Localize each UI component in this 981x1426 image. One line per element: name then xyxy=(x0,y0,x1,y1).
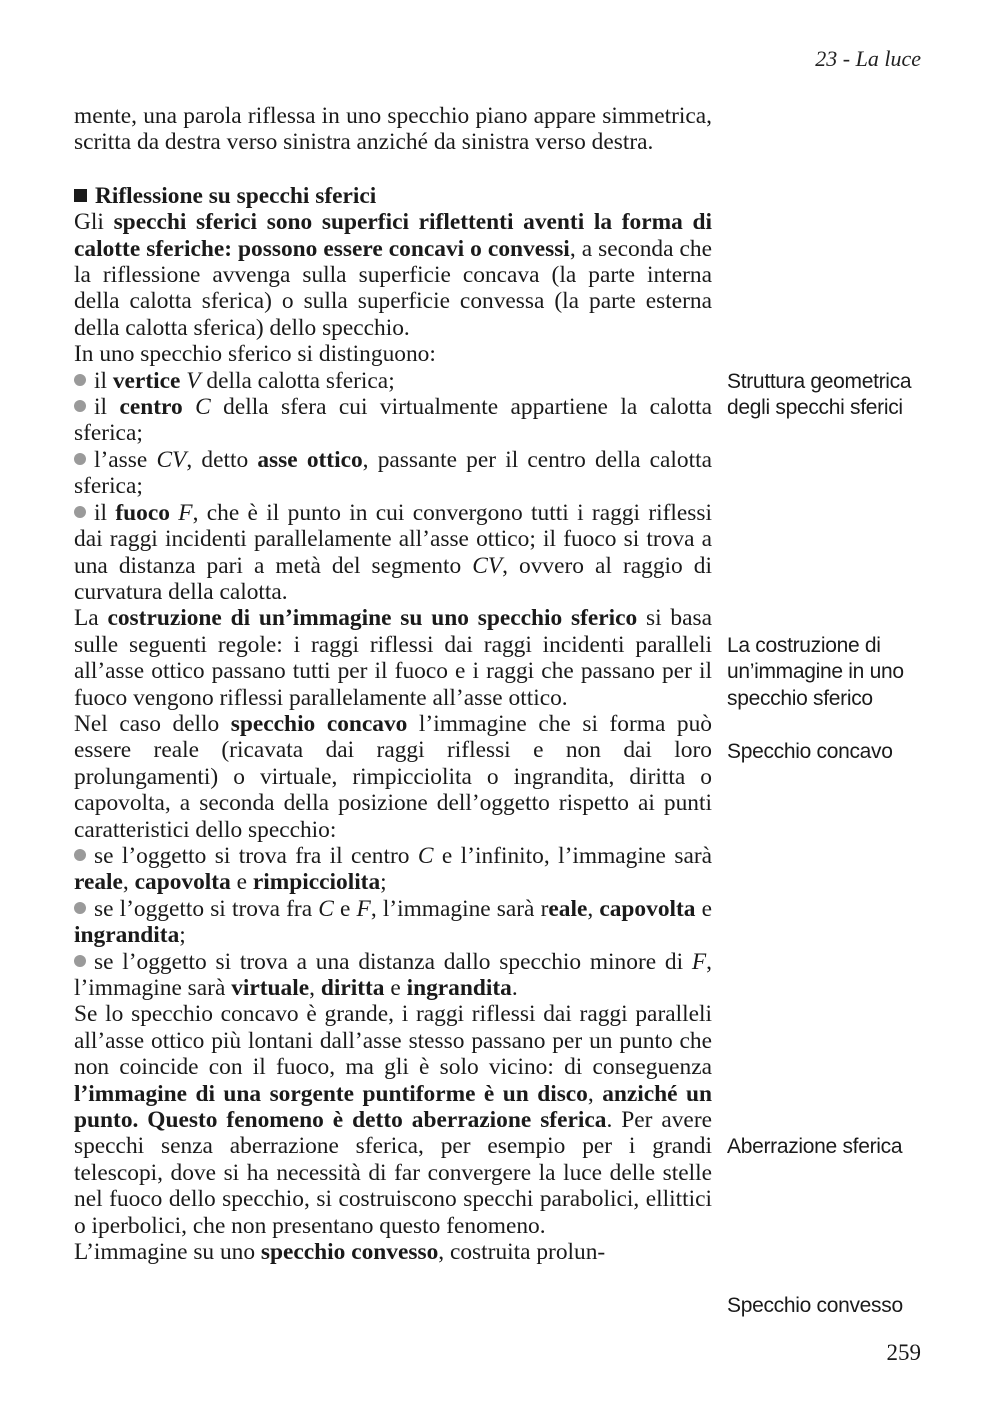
paragraph-concavo: Nel caso dello specchio concavo l’immagine che si forma può essere reale (ricavata dai raggi riflessi e non dai loro prolungamenti) o virtuale, rimpicciolita o ingrandita, diritta o capovolta, a seconda della posizione dell’oggetto rispetto ai punti caratteristici dello specchio: xyxy=(74,710,712,843)
round-bullet-icon xyxy=(74,506,86,518)
list-item: il centro C della sfera cui virtualmente appartiene la calotta sferica; xyxy=(74,394,712,447)
main-text-column xyxy=(74,103,712,1265)
round-bullet-icon xyxy=(74,374,86,386)
running-header: 23 - La luce xyxy=(815,46,921,71)
list-item: l’asse CV, detto asse ottico, passante per il centro della calotta sferica; xyxy=(74,446,712,500)
list-item: se l’oggetto si trova fra C e F, l’immagine sarà reale, capovolta e ingrandita; xyxy=(74,895,713,949)
page-number: 259 xyxy=(886,1340,921,1365)
square-bullet-icon xyxy=(74,189,87,202)
paragraph-specchi-sferici: Gli specchi sferici sono superfici riflettenti aventi la forma di calotte sferiche: possono essere concavi o convessi, a seconda che la riflessione avvenga sulla superficie concava (la parte interna della calotta sferica) o sulla superficie convessa (la parte esterna della calotta sferica) dello specchio. xyxy=(74,209,712,341)
paragraph-costruzione: La costruzione di un’immagine su uno specchio sferico si basa sulle seguenti regole: i raggi riflessi dai raggi incidenti paralleli all’asse ottico passano tutti per il fuoco e i raggi che passano per il fuoco vengono riflessi parallelamente all’asse ottico. xyxy=(74,605,712,711)
list-item: il fuoco F, che è il punto in cui convergono tutti i raggi riflessi dai raggi incidenti parallelamente all’asse ottico; il fuoco si trova a una distanza pari a metà del segmento CV, ovvero al raggio di curvatura della calotta. xyxy=(74,499,712,605)
round-bullet-icon xyxy=(74,902,86,914)
round-bullet-icon xyxy=(74,400,86,412)
margin-note-concavo: Specchio concavo xyxy=(727,740,893,763)
margin-note-struttura: Struttura geometrica degli specchi sferici xyxy=(727,370,912,420)
margin-note-convesso: Specchio convesso xyxy=(727,1294,903,1317)
margin-note-aberrazione: Aberrazione sferica xyxy=(727,1135,903,1158)
round-bullet-icon xyxy=(74,955,86,967)
intro-paragraph: mente, una parola riflessa in uno specchio piano appare simmetrica, scritta da destra verso sinistra anziché da sinistra verso destra. xyxy=(74,103,712,156)
paragraph-aberrazione: Se lo specchio concavo è grande, i raggi riflessi dai raggi paralleli all’asse ottico più lontani dall’asse stesso passano per un punto che non coincide con il fuoco, ma gli è solo vicino: di conseguenza l’immagine di una sorgente puntiforme è un disco, anziché un punto. Questo fenomeno è detto aberrazione sferica. Per avere specchi senza aberrazione sferica, per esempio per i grandi telescopi, dove si ha necessità di far convergere la luce delle stelle nel fuoco dello specchio, si costruiscono specchi parabolici, ellittici o iperbolici, che non presentano questo fenomeno. xyxy=(74,1001,712,1239)
section-gap xyxy=(74,156,712,183)
section-heading: Riflessione su specchi sferici xyxy=(74,183,712,209)
list-item: se l’oggetto si trova fra il centro C e l’infinito, l’immagine sarà reale, capovolta e rimpicciolita; xyxy=(74,842,712,896)
paragraph-distinguono: In uno specchio sferico si distinguono: xyxy=(74,341,436,368)
margin-note-costruzione: La costruzione di un’immagine in uno specchio sferico xyxy=(727,634,904,710)
round-bullet-icon xyxy=(74,849,86,861)
paragraph-convesso: L’immagine su uno specchio convesso, costruita prolun- xyxy=(74,1239,606,1266)
round-bullet-icon xyxy=(74,453,86,465)
list-item: il vertice V della calotta sferica; xyxy=(74,368,712,394)
list-item: se l’oggetto si trova a una distanza dallo specchio minore di F, l’immagine sarà virtuale, diritta e ingrandita. xyxy=(74,948,712,1001)
